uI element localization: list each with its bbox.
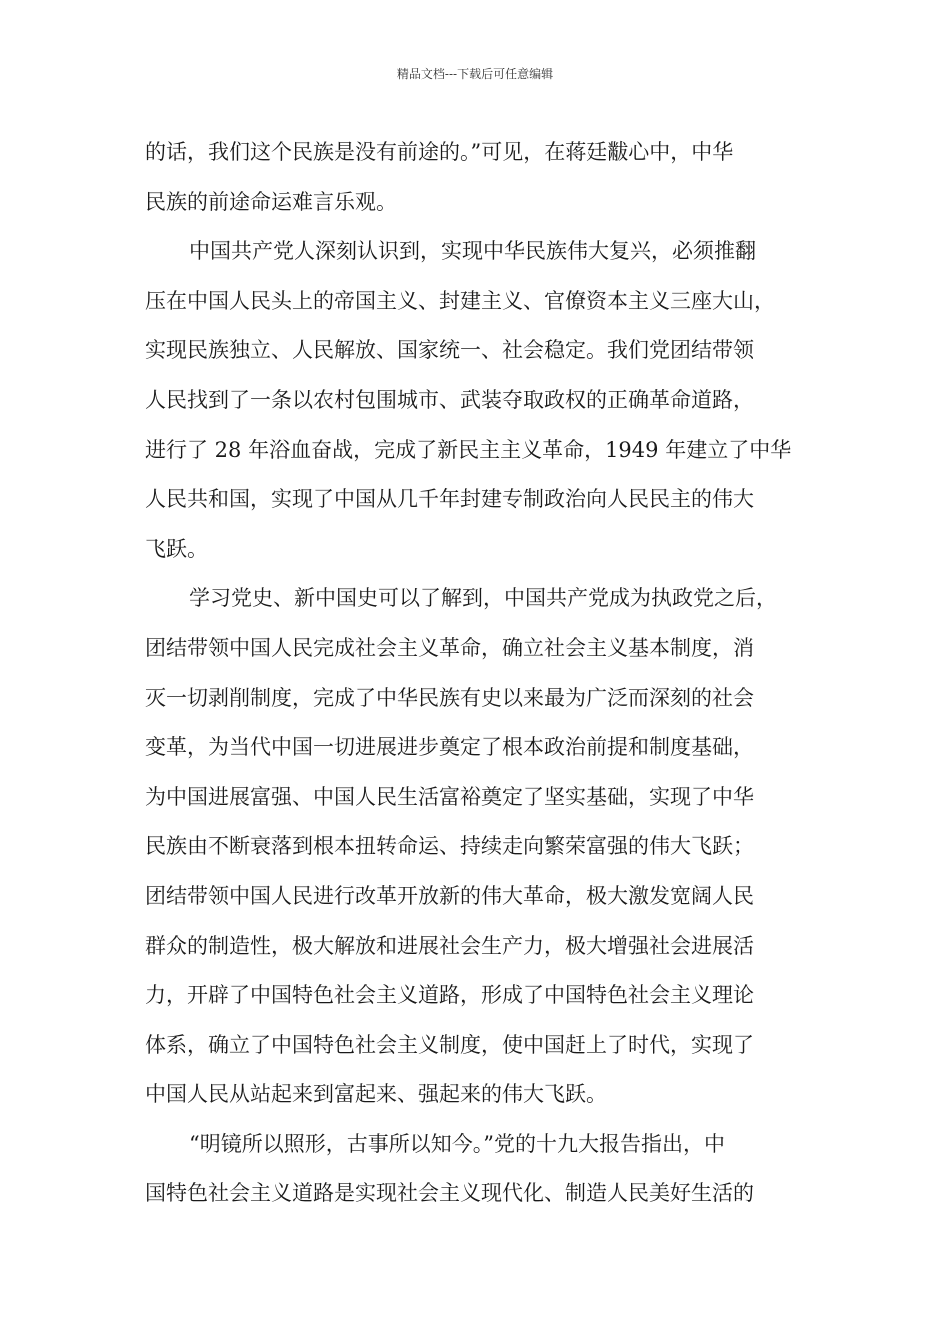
text-line: 民族的前途命运难言乐观。 bbox=[145, 189, 397, 214]
text-line: 进行了 28 年浴血奋战，完成了新民主主义革命，1949 年建立了中华 bbox=[145, 437, 792, 462]
text-line: 实现民族独立、人民解放、国家统一、社会稳定。我们党团结带领 bbox=[145, 338, 754, 363]
paragraph-4 bbox=[145, 1120, 810, 1219]
text-line: 力，开辟了中国特色社会主义道路，形成了中国特色社会主义理论 bbox=[145, 983, 754, 1008]
text-line: 变革，为当代中国一切进展进步奠定了根本政治前提和制度基础， bbox=[145, 735, 754, 760]
paragraph-2 bbox=[145, 227, 810, 574]
text-line: 灭一切剥削制度，完成了中华民族有史以来最为广泛而深刻的社会 bbox=[145, 685, 754, 710]
text-line: 的话，我们这个民族是没有前途的。”可见，在蒋廷黻心中，中华 bbox=[145, 140, 734, 164]
text-line: 飞跃。 bbox=[145, 536, 208, 561]
text-line: 团结带领中国人民进行改革开放新的伟大革命，极大激发宽阔人民 bbox=[145, 883, 754, 908]
text-line: 为中国进展富强、中国人民生活富裕奠定了坚实基础，实现了中华 bbox=[145, 784, 754, 809]
text-line: 压在中国人民头上的帝国主义、封建主义、官僚资本主义三座大山， bbox=[145, 288, 775, 313]
text-line: “明镜所以照形，古事所以知今。”党的十九大报告指出，中 bbox=[189, 1131, 725, 1156]
page-header: 精品文档---下载后可任意编辑 bbox=[396, 67, 554, 81]
text-line: 中国人民从站起来到富起来、强起来的伟大飞跃。 bbox=[145, 1082, 607, 1107]
text-line: 体系，确立了中国特色社会主义制度，使中国赶上了时代，实现了 bbox=[145, 1032, 754, 1057]
text-line: 中国共产党人深刻认识到，实现中华民族伟大复兴，必须推翻 bbox=[189, 239, 756, 264]
text-line: 人民找到了一条以农村包围城市、武装夺取政权的正确革命道路， bbox=[145, 387, 754, 412]
paragraph-3 bbox=[145, 574, 810, 1120]
text-line: 团结带领中国人民完成社会主义革命，确立社会主义基本制度，消 bbox=[145, 635, 754, 660]
text-line: 国特色社会主义道路是实现社会主义现代化、制造人民美好生活的 bbox=[145, 1181, 754, 1206]
text-line: 人民共和国，实现了中国从几千年封建专制政治向人民民主的伟大 bbox=[145, 487, 754, 512]
text-line: 民族由不断衰落到根本扭转命运、持续走向繁荣富强的伟大飞跃； bbox=[145, 834, 754, 859]
text-line: 学习党史、新中国史可以了解到，中国共产党成为执政党之后， bbox=[189, 586, 777, 611]
paragraph-1 bbox=[145, 128, 810, 227]
text-line: 群众的制造性，极大解放和进展社会生产力，极大增强社会进展活 bbox=[145, 933, 754, 958]
document-body bbox=[145, 128, 810, 1219]
